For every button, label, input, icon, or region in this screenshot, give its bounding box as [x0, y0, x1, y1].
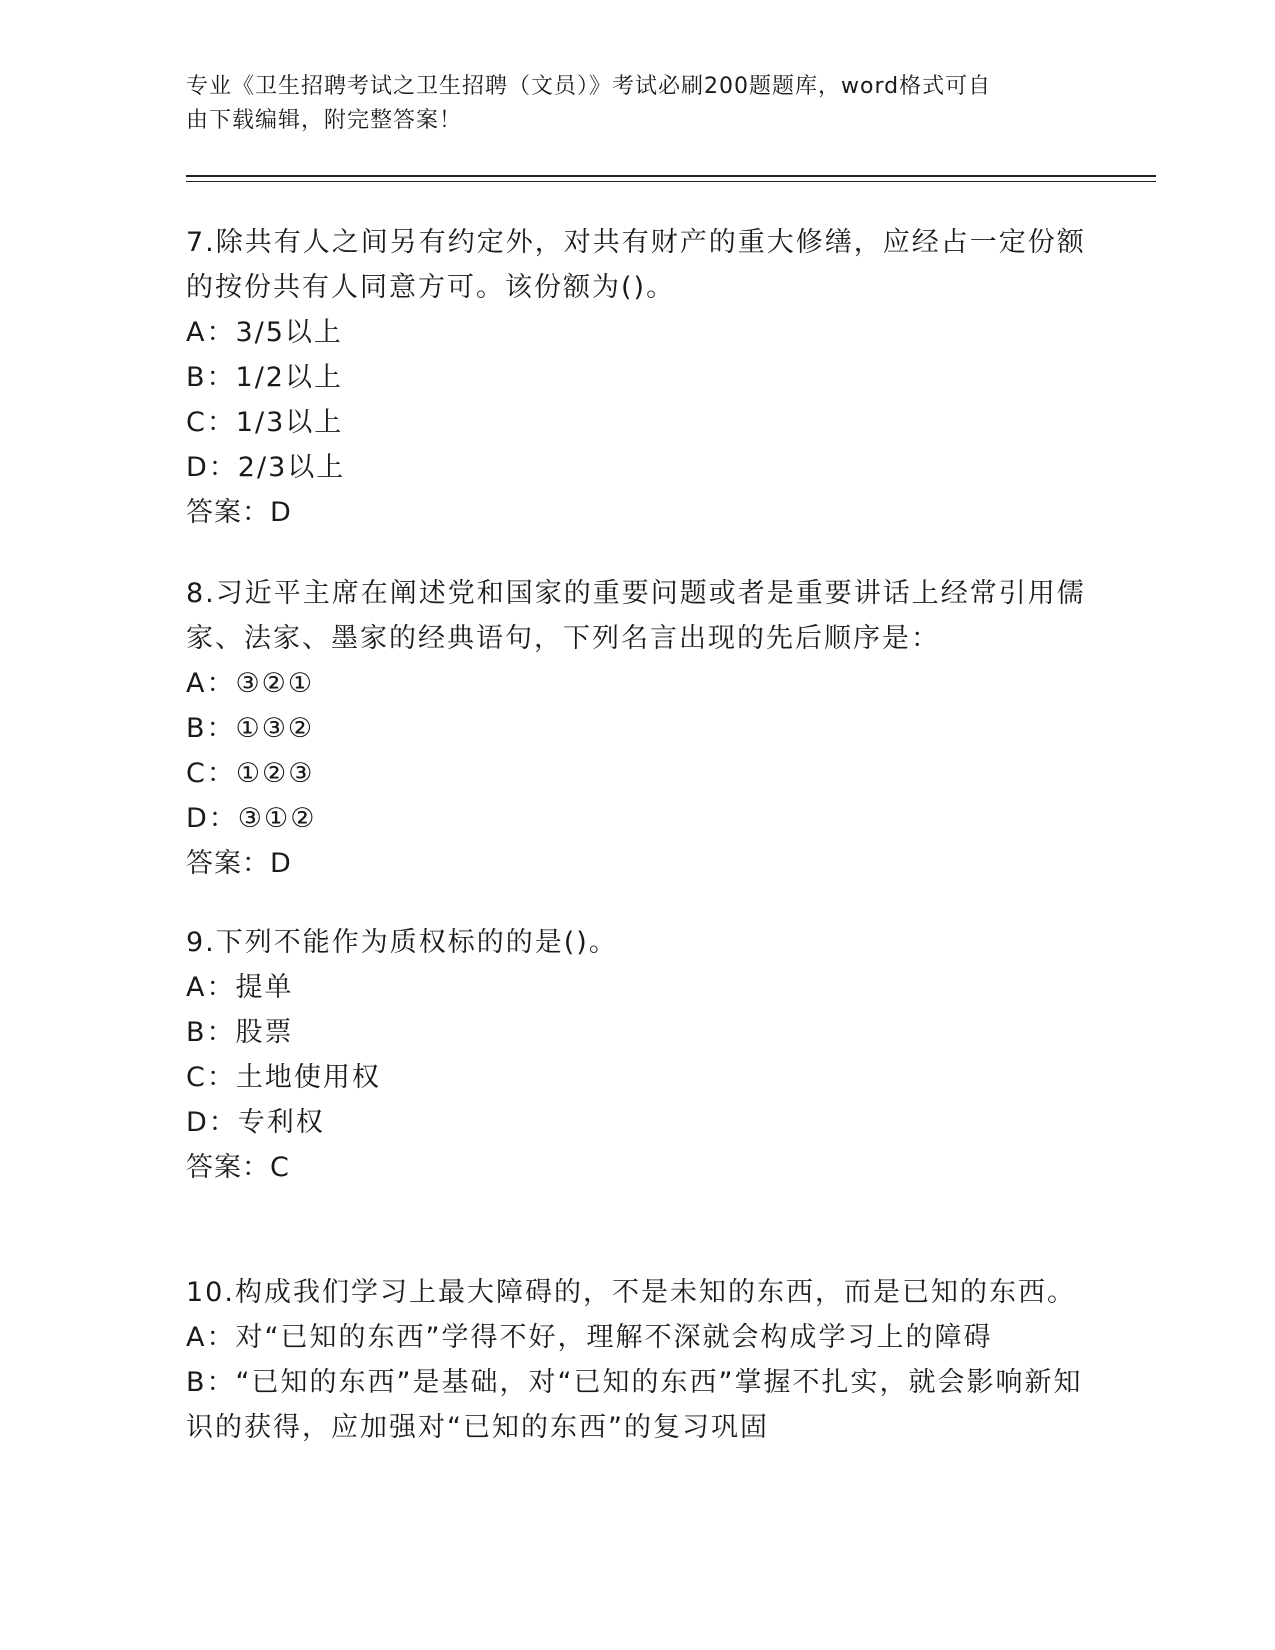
option-d: D：专利权	[186, 1107, 325, 1138]
option-a: A：提单	[186, 972, 294, 1003]
option-b: B：股票	[186, 1017, 294, 1048]
option-d: D：2/3以上	[186, 452, 346, 483]
answer: 答案：D	[186, 497, 292, 528]
answer: 答案：C	[186, 1152, 290, 1183]
option-c: C：①②③	[186, 758, 315, 789]
option-a: A：③②①	[186, 668, 315, 699]
header-line-1: 专业《卫生招聘考试之卫生招聘（文员）》考试必刷200题题库，word格式可自	[186, 74, 992, 99]
question-stem: 10.构成我们学习上最大障碍的，不是未知的东西，而是已知的东西。	[186, 1277, 1076, 1308]
option-a: A：对“已知的东西”学得不好，理解不深就会构成学习上的障碍	[186, 1322, 993, 1353]
document-header	[186, 70, 1076, 138]
header-divider-thin	[186, 181, 1156, 182]
option-a: A：3/5以上	[186, 317, 343, 348]
question-9	[186, 920, 1086, 1190]
header-line-2: 由下载编辑，附完整答案！	[186, 108, 463, 133]
option-c: C：土地使用权	[186, 1062, 381, 1093]
option-b: B：“已知的东西”是基础，对“已知的东西”掌握不扎实，就会影响新知识的获得，应加强对“已知的东西”的复习巩固	[186, 1367, 1083, 1443]
header-divider-thick	[186, 175, 1156, 177]
answer: 答案：D	[186, 848, 292, 879]
option-d: D：③①②	[186, 803, 317, 834]
question-stem: 8.习近平主席在阐述党和国家的重要问题或者是重要讲话上经常引用儒家、法家、墨家的经典语句，下列名言出现的先后顺序是：	[186, 578, 1086, 654]
question-10	[186, 1270, 1086, 1450]
option-b: B：①③②	[186, 713, 315, 744]
question-7	[186, 220, 1086, 535]
question-8	[186, 571, 1086, 886]
option-c: C：1/3以上	[186, 407, 344, 438]
question-stem: 9.下列不能作为质权标的的是()。	[186, 927, 618, 958]
option-b: B：1/2以上	[186, 362, 343, 393]
question-stem: 7.除共有人之间另有约定外，对共有财产的重大修缮，应经占一定份额的按份共有人同意方可。该份额为()。	[186, 227, 1086, 303]
